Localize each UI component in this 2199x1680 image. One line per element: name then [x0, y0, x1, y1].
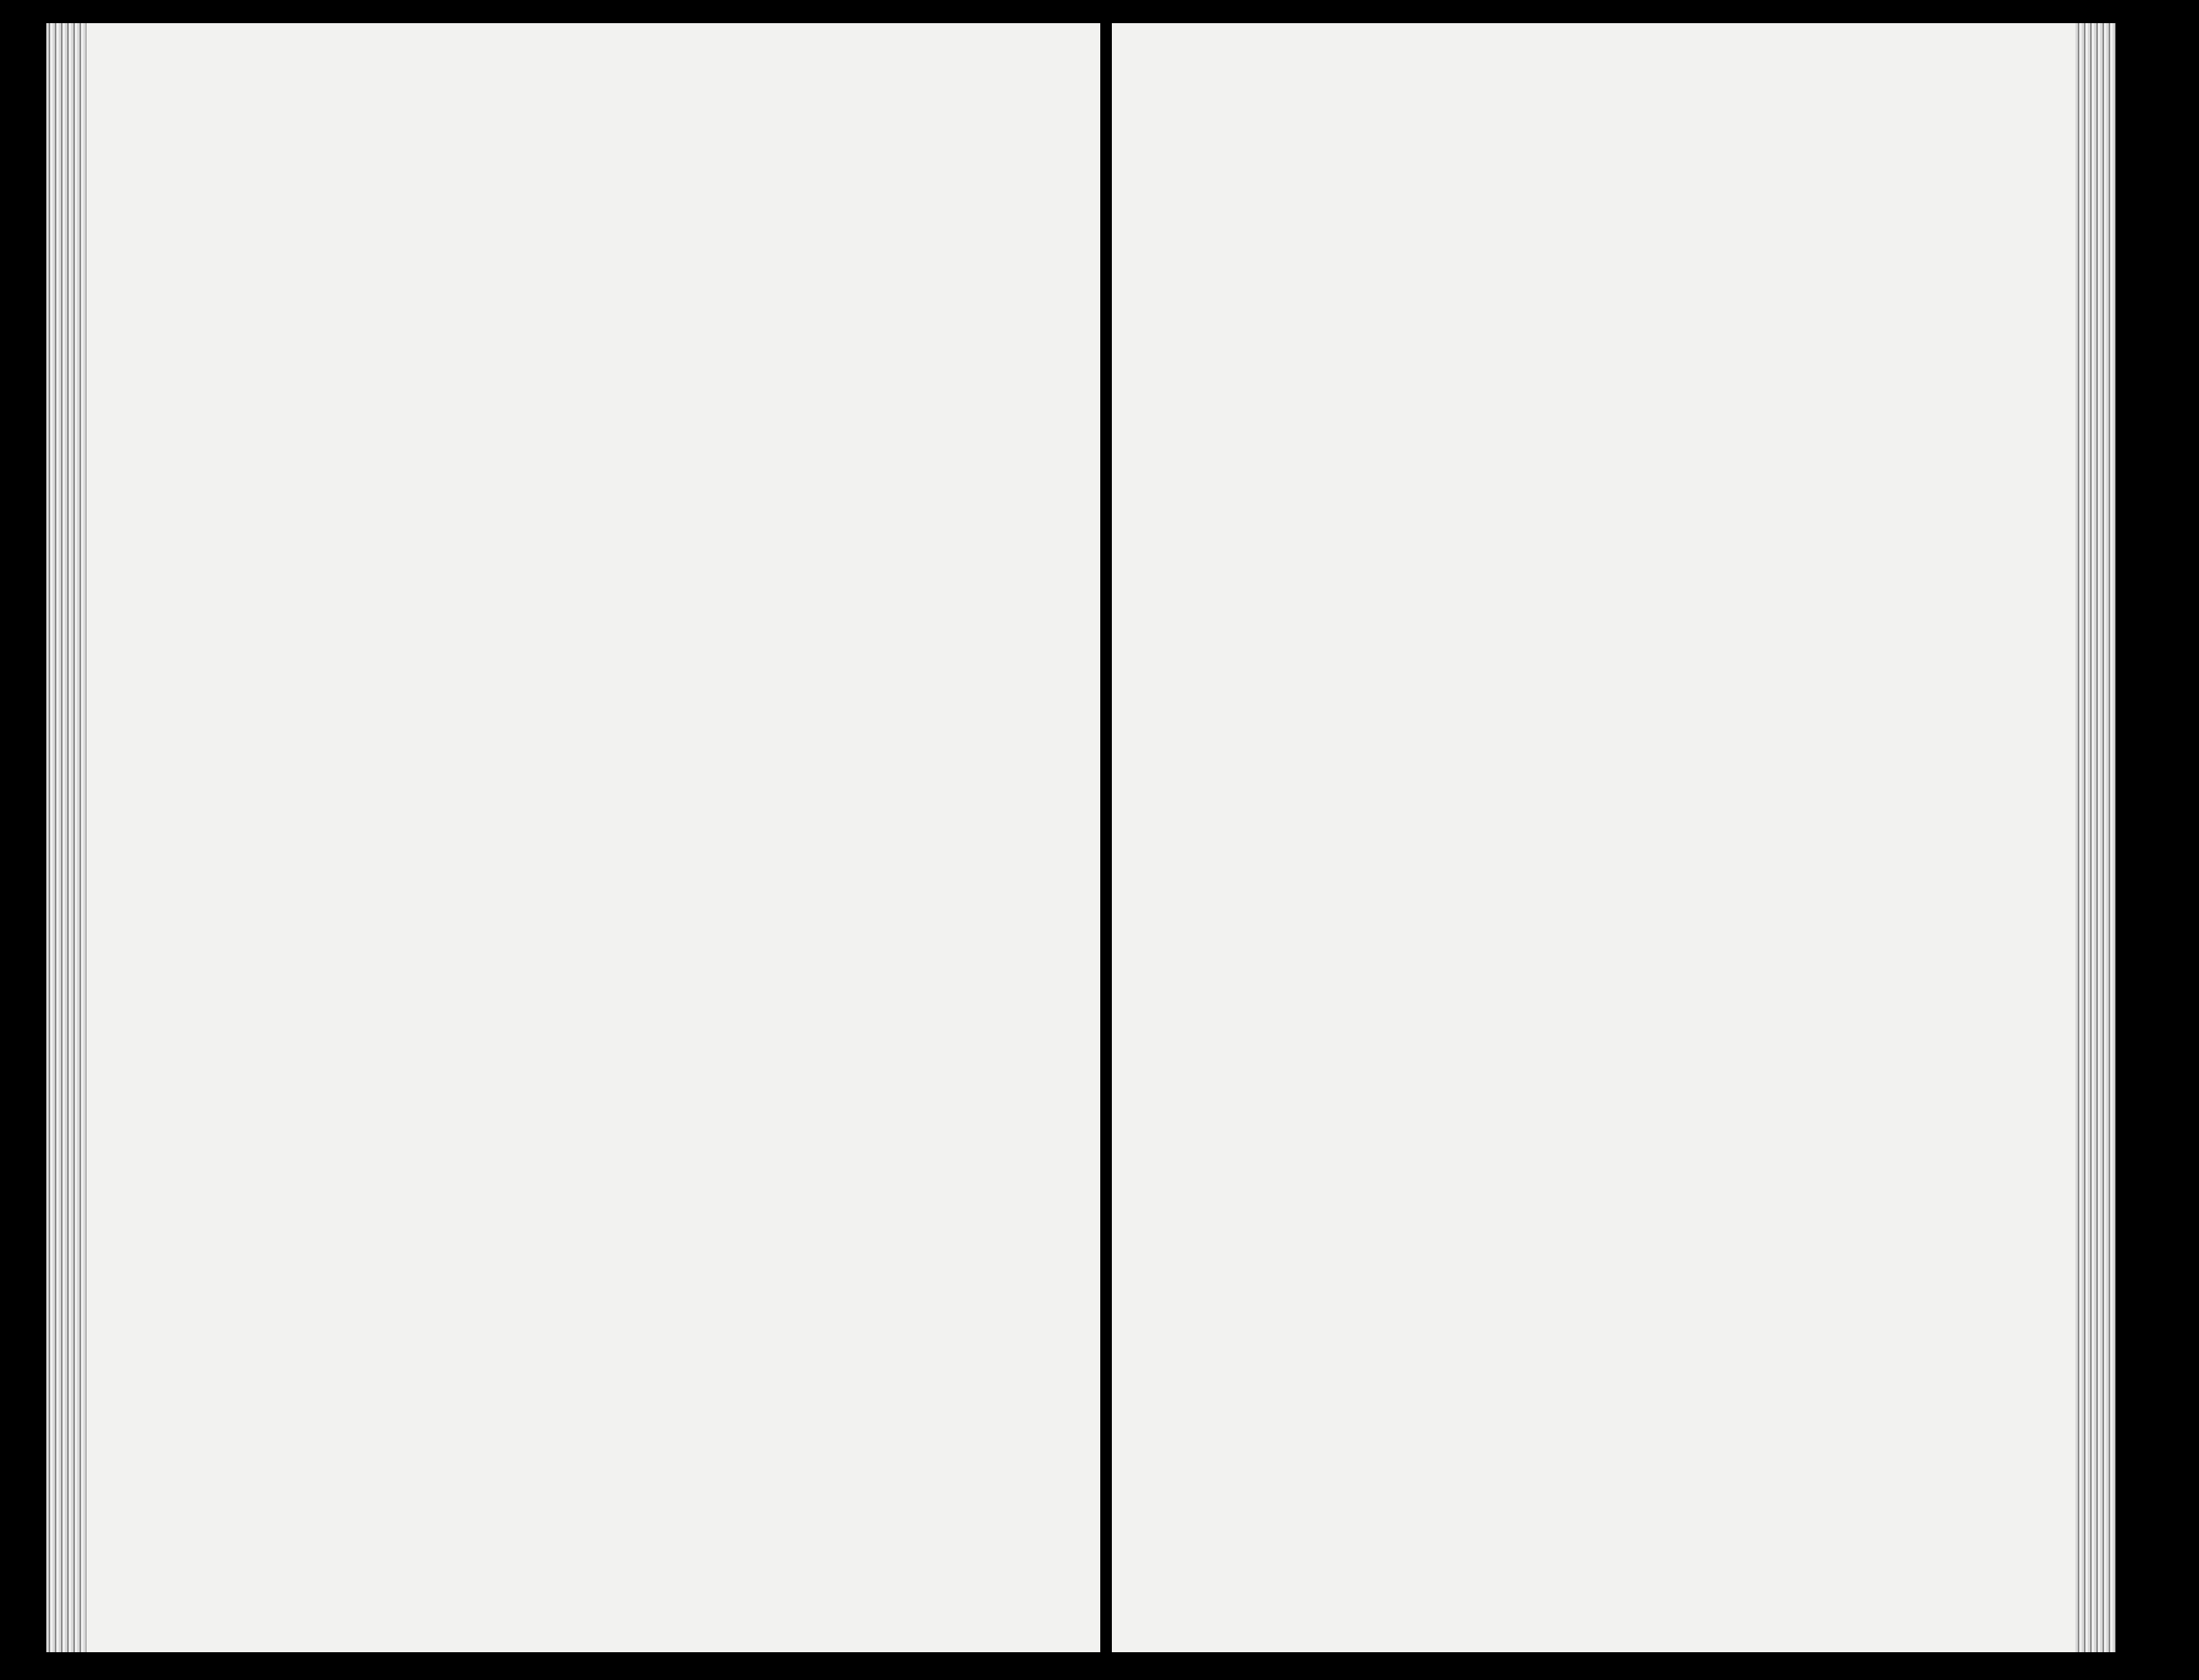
page-edge-left [46, 23, 86, 1652]
left-page [46, 23, 1100, 1652]
right-page [1112, 23, 2116, 1652]
page-edge-right [2075, 23, 2116, 1652]
